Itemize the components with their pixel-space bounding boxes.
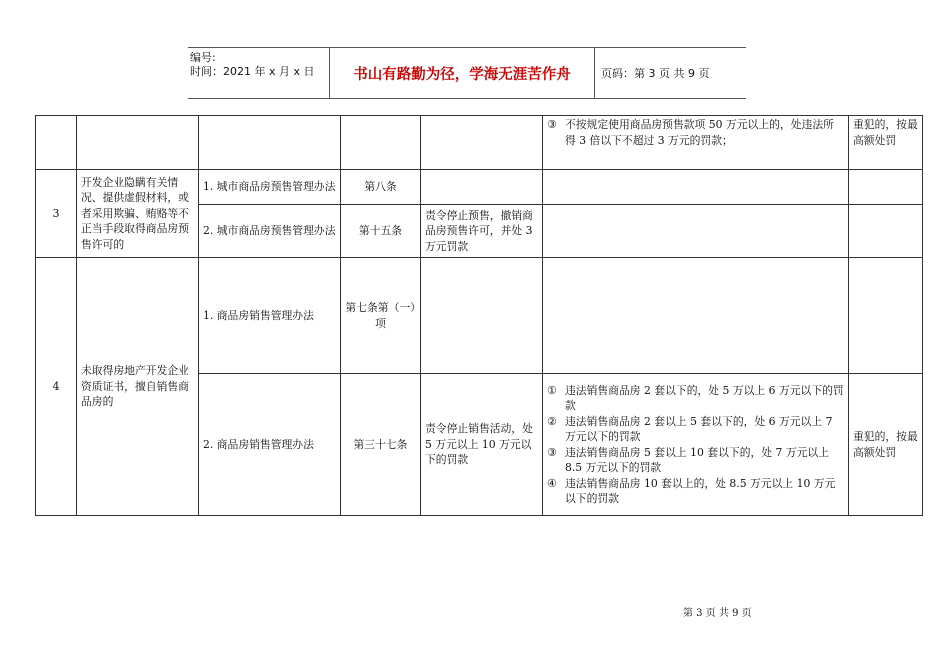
article: 第七条第（一）项 [341,258,421,374]
note-cell: 重犯的，按最高额处罚 [849,116,923,170]
header-page-info: 页码：第 3 页 共 9 页 [601,67,710,80]
table-row [36,258,923,374]
list-item [547,476,844,507]
item-text: 违法销售商品房 5 套以上 10 套以下的，处 7 万元以上 8.5 万元以下的罚款 [565,445,830,474]
header-meta [188,48,330,98]
item-number: ② [547,414,557,428]
item-text: 违法销售商品房 2 套以上 5 套以下的，处 6 万元以上 7 万元以下的罚款 [565,414,833,443]
list-item [547,414,844,445]
document-number-label: 编号: [190,51,216,64]
item-number: ④ [547,476,557,490]
article: 第八条 [341,170,421,205]
legal-basis: 2. 商品房销售管理办法 [199,374,341,516]
item-number: ① [547,383,557,397]
list-item [547,445,844,476]
penalty-detail-cell [543,116,849,170]
item-text: 违法销售商品房 2 套以下的，处 5 万以上 6 万元以下的罚款 [565,383,844,412]
document-time: 时间：2021 年 x 月 x 日 [190,65,315,78]
item-text: 不按规定使用商品房预售款项 50 万元以上的，处违法所得 3 倍以下不超过 3 万元的罚款； [565,118,834,147]
page-header [188,47,746,99]
penalty-table [35,115,923,516]
article: 第三十七条 [341,374,421,516]
violation-behavior: 未取得房地产开发企业资质证书，擅自销售商品房的 [77,258,199,516]
violation-behavior: 开发企业隐瞒有关情况、提供虚假材料，或者采用欺骗、贿赂等不正当手段取得商品房预售许可的 [77,170,199,258]
list-item [547,117,844,148]
penalty-detail-cell [543,374,849,516]
row-number: 3 [36,170,77,258]
header-motto: 书山有路勤为径，学海无涯苦作舟 [330,48,595,98]
legal-basis: 1. 商品房销售管理办法 [199,258,341,374]
note-cell: 重犯的，按最高额处罚 [849,374,923,516]
item-number: ③ [547,445,557,459]
penalty: 责令停止预售，撤销商品房预售许可，并处 3 万元罚款 [421,205,543,258]
article: 第十五条 [341,205,421,258]
legal-basis: 2. 城市商品房预售管理办法 [199,205,341,258]
table-row [36,170,923,205]
penalty: 责令停止销售活动，处 5 万元以上 10 万元以下的罚款 [421,374,543,516]
item-text: 违法销售商品房 10 套以上的，处 8.5 万元以上 10 万元以下的罚款 [565,476,836,505]
row-number: 4 [36,258,77,516]
item-number: ③ [547,118,557,131]
legal-basis: 1. 城市商品房预售管理办法 [199,170,341,205]
page-footer: 第 3 页 共 9 页 [683,608,752,619]
table-row [36,116,923,170]
list-item [547,383,844,414]
